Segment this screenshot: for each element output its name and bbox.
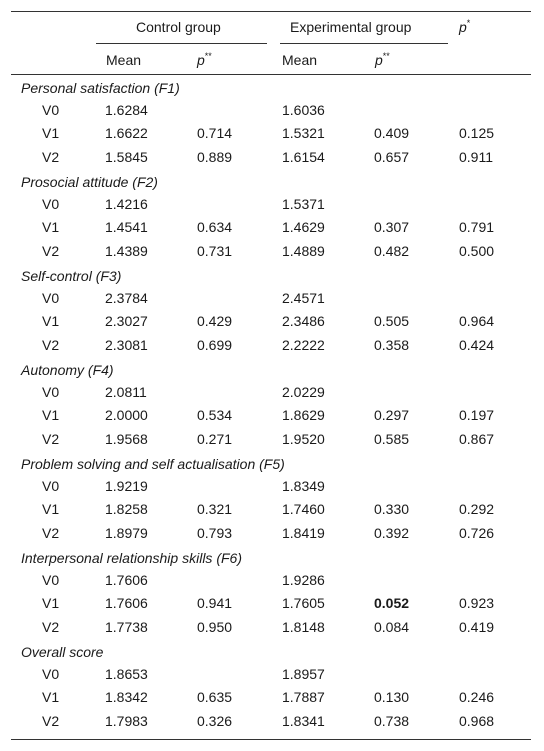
between-groups-p: 0.419 [459,619,495,635]
section-title: Prosocial attitude (F2) [21,174,158,190]
header-p-between: p* [459,18,471,35]
table-top-rule [11,11,531,12]
experimental-mean: 2.3486 [282,313,325,329]
between-groups-p: 0.292 [459,501,495,517]
visit-label: V1 [42,595,60,611]
between-groups-p: 0.964 [459,313,495,329]
control-mean: 2.0811 [105,384,147,400]
experimental-p: 0.392 [374,525,410,541]
visit-label: V2 [42,619,60,635]
experimental-p: 0.358 [374,337,410,353]
control-mean: 2.3784 [105,290,148,306]
between-groups-p: 0.791 [459,219,495,235]
between-groups-p: 0.246 [459,689,495,705]
control-mean: 2.3027 [105,313,148,329]
visit-label: V1 [42,689,60,705]
between-groups-p: 0.125 [459,125,495,141]
control-p: 0.634 [197,219,233,235]
header-control-p: p** [197,51,212,68]
control-mean: 1.7738 [105,619,148,635]
visit-label: V1 [42,125,60,141]
visit-label: V1 [42,313,60,329]
between-groups-p: 0.923 [459,595,495,611]
experimental-mean: 1.7887 [282,689,325,705]
between-groups-p: 0.424 [459,337,495,353]
visit-label: V0 [42,196,60,212]
experimental-p: 0.505 [374,313,410,329]
between-groups-p: 0.197 [459,407,495,423]
control-mean: 1.8342 [105,689,148,705]
table-bottom-rule [11,739,531,740]
control-mean: 1.7606 [105,595,148,611]
visit-label: V0 [42,666,60,682]
section-title: Autonomy (F4) [21,362,114,378]
experimental-mean: 1.8349 [282,478,325,494]
control-p: 0.321 [197,501,233,517]
between-groups-p: 0.968 [459,713,495,729]
section-title: Personal satisfaction (F1) [21,80,180,96]
control-p: 0.429 [197,313,233,329]
control-group-underline [96,43,267,44]
visit-label: V0 [42,290,60,306]
experimental-p: 0.330 [374,501,410,517]
visit-label: V2 [42,149,60,165]
control-p: 0.699 [197,337,233,353]
experimental-mean: 2.0229 [282,384,325,400]
experimental-mean: 2.2222 [282,337,325,353]
experimental-p: 0.482 [374,243,410,259]
section-title: Problem solving and self actualisation (F5) [21,456,285,472]
control-mean: 2.3081 [105,337,148,353]
visit-label: V0 [42,384,60,400]
experimental-mean: 2.4571 [282,290,325,306]
experimental-mean: 1.8419 [282,525,325,541]
experimental-mean: 1.8957 [282,666,325,682]
experimental-mean: 1.8629 [282,407,325,423]
control-p: 0.793 [197,525,233,541]
control-mean: 1.7983 [105,713,148,729]
experimental-p: 0.052 [374,595,410,611]
visit-label: V2 [42,431,60,447]
between-groups-p: 0.867 [459,431,495,447]
experimental-mean: 1.7460 [282,501,325,517]
control-mean: 1.6284 [105,102,148,118]
section-title: Overall score [21,644,104,660]
control-mean: 1.6622 [105,125,148,141]
experimental-p: 0.084 [374,619,410,635]
experimental-p: 0.657 [374,149,410,165]
experimental-mean: 1.9286 [282,572,325,588]
experimental-mean: 1.5371 [282,196,325,212]
experimental-mean: 1.9520 [282,431,325,447]
experimental-p: 0.409 [374,125,410,141]
header-experimental-p: p** [375,51,390,68]
experimental-p: 0.297 [374,407,410,423]
experimental-group-underline [280,43,448,44]
header-control-group: Control group [136,19,221,35]
header-experimental-mean: Mean [282,52,318,68]
control-p: 0.950 [197,619,233,635]
control-p: 0.731 [197,243,233,259]
header-experimental-group: Experimental group [290,19,412,35]
control-p: 0.326 [197,713,233,729]
experimental-mean: 1.7605 [282,595,325,611]
control-mean: 2.0000 [105,407,148,423]
between-groups-p: 0.726 [459,525,495,541]
visit-label: V1 [42,219,60,235]
visit-label: V0 [42,572,60,588]
control-mean: 1.8653 [105,666,148,682]
control-p: 0.271 [197,431,233,447]
control-mean: 1.9219 [105,478,148,494]
control-mean: 1.4216 [105,196,148,212]
control-p: 0.635 [197,689,233,705]
visit-label: V2 [42,713,60,729]
experimental-mean: 1.6036 [282,102,325,118]
visit-label: V0 [42,478,60,494]
control-p: 0.534 [197,407,233,423]
control-mean: 1.5845 [105,149,148,165]
experimental-p: 0.738 [374,713,410,729]
visit-label: V1 [42,501,60,517]
control-p: 0.714 [197,125,233,141]
control-mean: 1.7606 [105,572,148,588]
visit-label: V1 [42,407,60,423]
experimental-mean: 1.4889 [282,243,325,259]
section-title: Interpersonal relationship skills (F6) [21,550,242,566]
experimental-mean: 1.8341 [282,713,325,729]
control-mean: 1.8979 [105,525,148,541]
visit-label: V0 [42,102,60,118]
visit-label: V2 [42,525,60,541]
experimental-p: 0.130 [374,689,410,705]
between-groups-p: 0.911 [459,149,493,165]
experimental-mean: 1.5321 [282,125,325,141]
experimental-p: 0.307 [374,219,410,235]
header-control-mean: Mean [106,52,142,68]
control-mean: 1.4389 [105,243,148,259]
control-p: 0.889 [197,149,233,165]
experimental-mean: 1.4629 [282,219,325,235]
visit-label: V2 [42,243,60,259]
experimental-p: 0.585 [374,431,410,447]
visit-label: V2 [42,337,60,353]
control-mean: 1.9568 [105,431,148,447]
control-mean: 1.4541 [105,219,148,235]
between-groups-p: 0.500 [459,243,495,259]
section-title: Self-control (F3) [21,268,122,284]
control-mean: 1.8258 [105,501,148,517]
experimental-mean: 1.8148 [282,619,325,635]
control-p: 0.941 [197,595,233,611]
header-bottom-rule [11,74,531,75]
experimental-mean: 1.6154 [282,149,325,165]
